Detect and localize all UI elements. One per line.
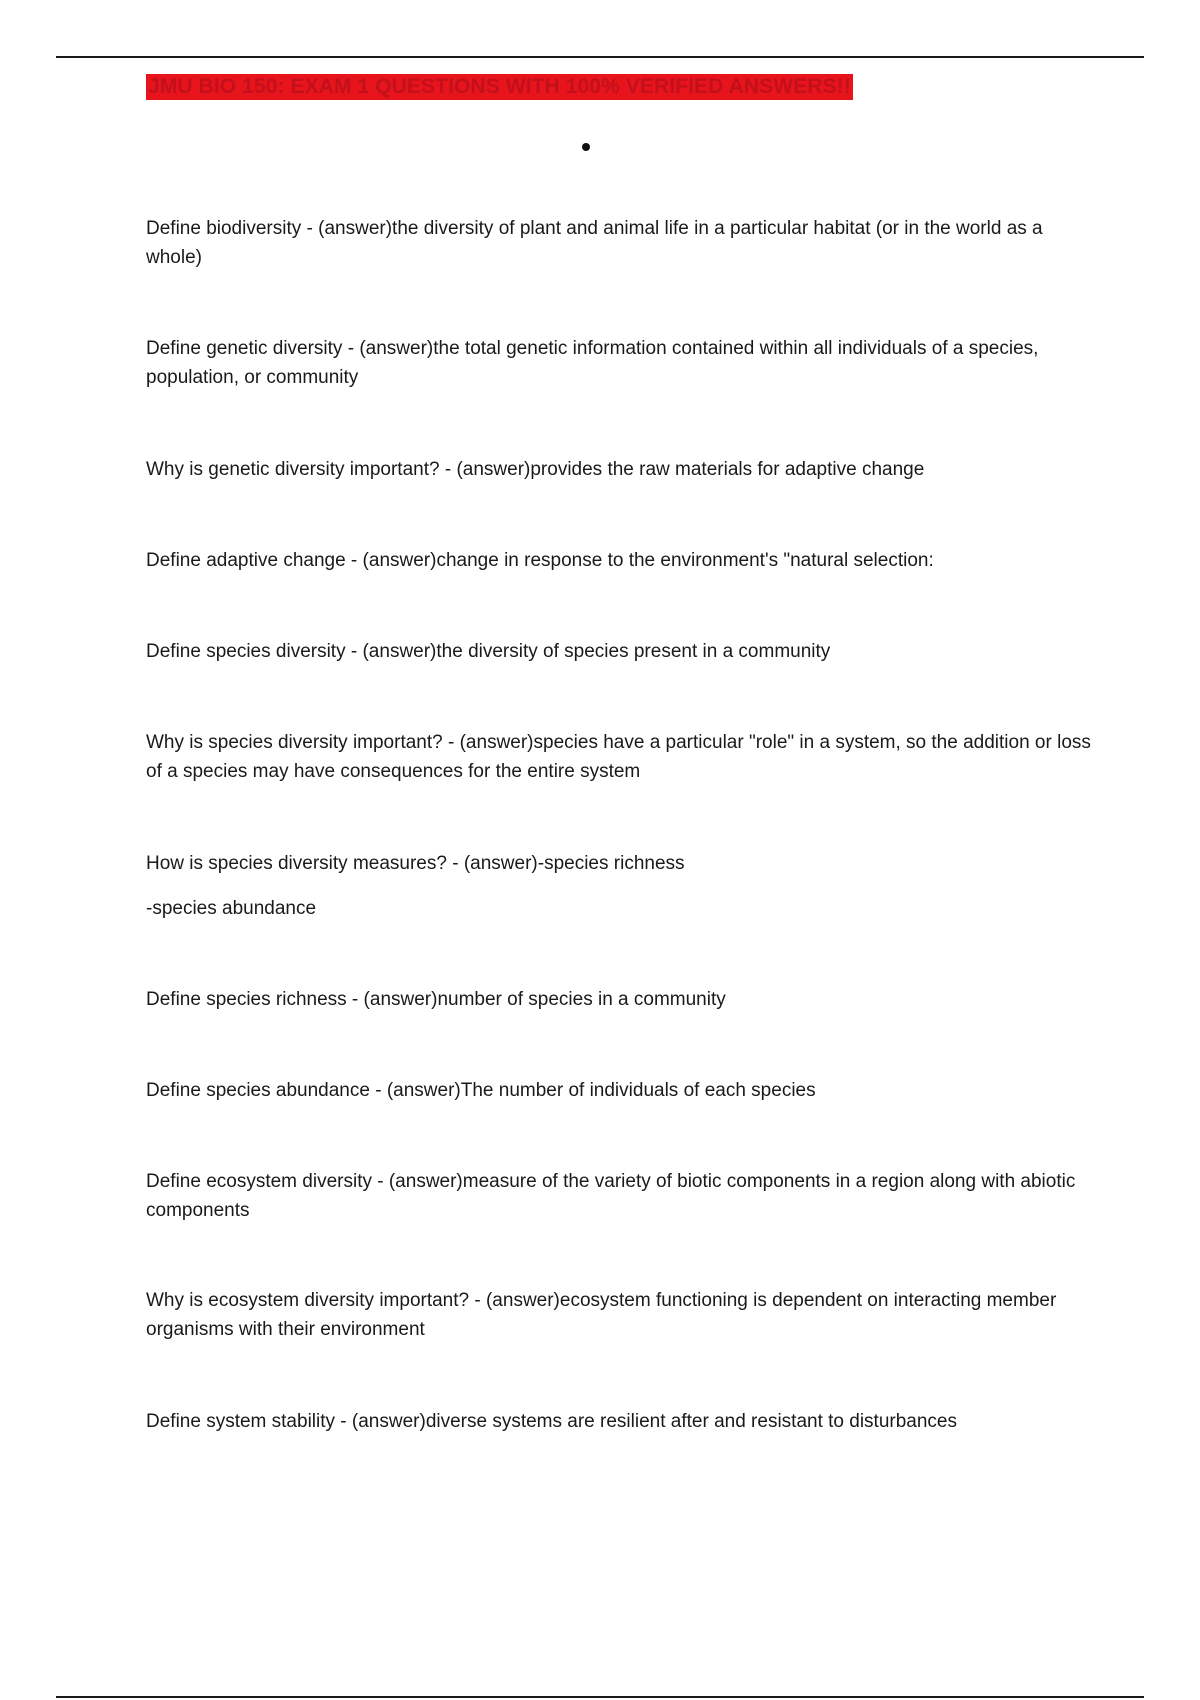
qa-item: Define system stability - (answer)diverse systems are resilient after and resistant to disturbances [146, 1411, 957, 1432]
bullet-icon [582, 143, 590, 151]
answer: -species richness [537, 853, 685, 874]
qa-item: Why is species diversity important? - (answer)species have a particular "role" in a system, so the addition or loss of a species may have consequences for the entire system [146, 732, 1091, 782]
question: Define biodiversity [146, 218, 302, 239]
question: Why is ecosystem diversity important? [146, 1290, 470, 1311]
answer: the diversity of plant and animal life in a particular habitat (or in the world as a whole) [146, 218, 1043, 268]
qa-item-continued [146, 894, 1091, 923]
answer: number of species in a community [437, 989, 726, 1010]
question: Define genetic diversity [146, 338, 343, 359]
qa-item: Define species richness - (answer)number of species in a community [146, 989, 726, 1010]
qa-item: Why is ecosystem diversity important? - (answer)ecosystem functioning is dependent on interacting member organisms with their environment [146, 1290, 1057, 1340]
answer: diverse systems are resilient after and resistant to disturbances [425, 1411, 957, 1432]
qa-item: How is species diversity measures? - (answer)-species richness [146, 853, 685, 874]
header-rule [56, 56, 1144, 58]
question: Why is species diversity important? [146, 732, 443, 753]
qa-item: Define ecosystem diversity - (answer)measure of the variety of biotic components in a region along with abiotic components [146, 1171, 1076, 1221]
footer-rule [56, 1696, 1144, 1698]
answer: provides the raw materials for adaptive change [530, 459, 925, 480]
answer: the total genetic information contained within all individuals of a species, population, or community [146, 338, 1039, 388]
qa-item: Define species diversity - (answer)the diversity of species present in a community [146, 641, 831, 662]
question: Define species diversity [146, 641, 346, 662]
qa-item: Define biodiversity - (answer)the diversity of plant and animal life in a particular habitat (or in the world as a whole) [146, 218, 1043, 268]
document-title: JMU BIO 150: EXAM 1 QUESTIONS WITH 100% VERIFIED ANSWERS!! [148, 75, 851, 98]
qa-item: Define genetic diversity - (answer)the total genetic information contained within all individuals of a species, population, or community [146, 338, 1039, 388]
qa-item: Define species abundance - (answer)The number of individuals of each species [146, 1080, 816, 1101]
answer: change in response to the environment's "natural selection: [436, 550, 934, 571]
answer: measure of the variety of biotic components in a region along with abiotic components [146, 1171, 1076, 1221]
qa-item: Why is genetic diversity important? - (answer)provides the raw materials for adaptive change [146, 459, 925, 480]
question: How is species diversity measures? [146, 853, 447, 874]
answer: species have a particular "role" in a system, so the addition or loss of a species may have consequences for the entire system [146, 732, 1091, 782]
answer: The number of individuals of each species [460, 1080, 816, 1101]
question: Define species richness [146, 989, 347, 1010]
question: Define system stability [146, 1411, 336, 1432]
answer: -species abundance [146, 898, 317, 919]
question: Define ecosystem diversity [146, 1171, 372, 1192]
question: Define species abundance [146, 1080, 370, 1101]
qa-item: Define adaptive change - (answer)change in response to the environment's "natural selection: [146, 550, 934, 571]
answer: ecosystem functioning is dependent on interacting member organisms with their environment [146, 1290, 1057, 1340]
question: Define adaptive change [146, 550, 346, 571]
question: Why is genetic diversity important? [146, 459, 440, 480]
answer: the diversity of species present in a community [436, 641, 831, 662]
